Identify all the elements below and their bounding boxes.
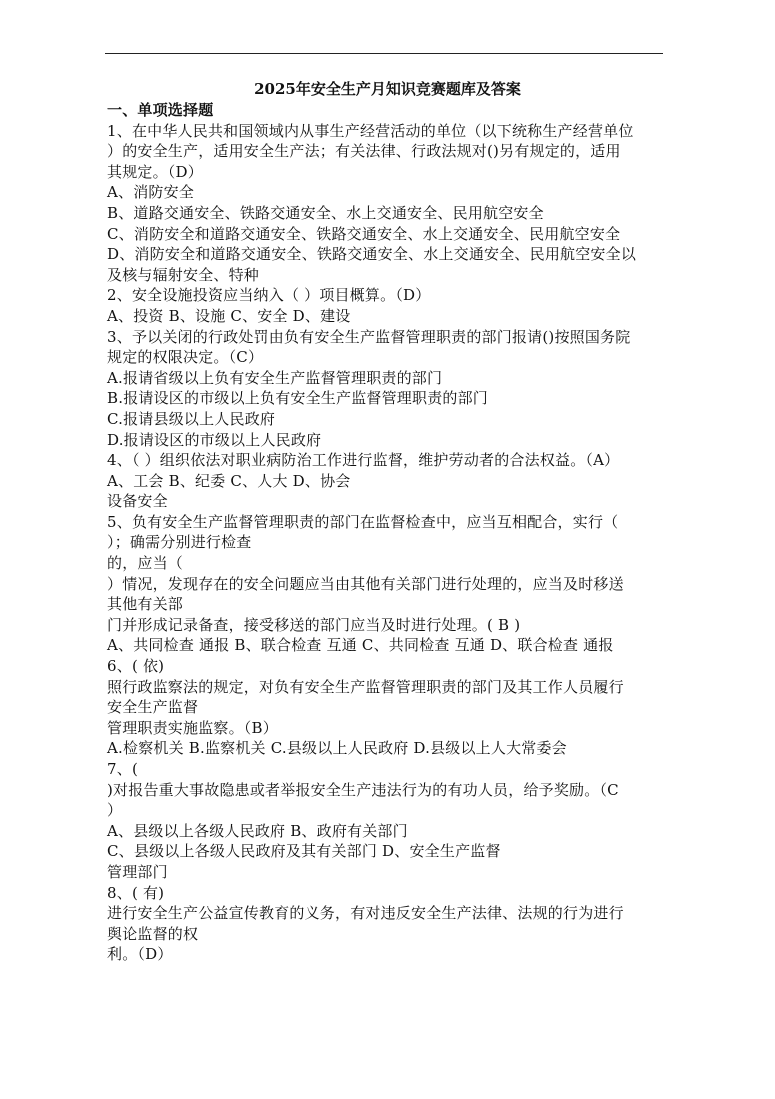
header-rule <box>105 53 663 54</box>
text-line: A.报请省级以上负有安全生产监督管理职责的部门 <box>107 368 443 387</box>
text-line: B.报请设区的市级以上负有安全生产监督管理职责的部门 <box>107 389 488 408</box>
text-line: 8、( 有) <box>107 883 165 902</box>
text-line: D.报请设区的市级以上人民政府 <box>107 430 322 449</box>
text-line: ） <box>107 801 123 820</box>
text-line: 7、( <box>107 760 138 778</box>
text-line: 门并形成记录备查，接受移送的部门应当及时进行处理。( B ) <box>107 615 521 634</box>
text-line: 3、予以关闭的行政处罚由负有安全生产监督管理职责的部门报请()按照国务院 <box>107 327 631 346</box>
text-line: 进行安全生产公益宣传教育的义务，有对违反安全生产法律、法规的行为进行 <box>107 904 624 923</box>
text-line: 安全生产监督 <box>107 698 199 717</box>
text-line: 设备安全 <box>107 492 168 511</box>
text-line: ）的安全生产，适用安全生产法；有关法律、行政法规对()另有规定的，适用 <box>107 142 621 161</box>
text-line: )对报告重大事故隐患或者举报安全生产违法行为的有功人员，给予奖励。（C <box>107 780 619 799</box>
text-line: 5、负有安全生产监督管理职责的部门在监督检查中，应当互相配合，实行（ <box>107 512 619 531</box>
text-line: C、县级以上各级人民政府及其有关部门 D、安全生产监督 <box>107 842 501 861</box>
text-line: A、共同检查 通报 B、联合检查 互通 C、共同检查 互通 D、联合检查 通报 <box>107 636 614 655</box>
text-line: 4、（ ）组织依法对职业病防治工作进行监督，维护劳动者的合法权益。（A） <box>107 451 620 470</box>
text-line: A、消防安全 <box>107 183 195 202</box>
text-line: ）；确需分别进行检查 <box>107 533 252 552</box>
section-heading: 一、单项选择题 <box>107 101 214 119</box>
document-body <box>107 100 667 965</box>
text-line: C、消防安全和道路交通安全、铁路交通安全、水上交通安全、民用航空安全 <box>107 224 621 243</box>
text-line: 其他有关部 <box>107 595 184 614</box>
text-line: A、投资 B、设施 C、安全 D、建设 <box>107 306 351 325</box>
text-line: 规定的权限决定。（C） <box>107 348 264 367</box>
text-line: 1、在中华人民共和国领域内从事生产经营活动的单位（以下统称生产经营单位 <box>107 121 634 140</box>
text-line: B、道路交通安全、铁路交通安全、水上交通安全、民用航空安全 <box>107 203 544 222</box>
text-line: 2、安全设施投资应当纳入（ ）项目概算。（D） <box>107 286 431 305</box>
text-line: 照行政监察法的规定，对负有安全生产监督管理职责的部门及其工作人员履行 <box>107 677 624 696</box>
text-line: 及核与辐射安全、特种 <box>107 265 260 284</box>
text-line: 的，应当（ <box>107 554 184 573</box>
text-line: 6、( 依) <box>107 657 165 676</box>
text-line: C.报请县级以上人民政府 <box>107 409 276 428</box>
text-line: D、消防安全和道路交通安全、铁路交通安全、水上交通安全、民用航空安全以 <box>107 245 637 264</box>
text-line: 利。（D） <box>107 945 173 964</box>
text-line: 管理职责实施监察。（B） <box>107 718 278 737</box>
text-line: A、工会 B、纪委 C、人大 D、协会 <box>107 471 351 490</box>
text-line: 舆论监督的权 <box>107 924 199 943</box>
text-line: ）情况，发现存在的安全问题应当由其他有关部门进行处理的，应当及时移送 <box>107 574 624 593</box>
document-title: 2025年安全生产月知识竞赛题库及答案 <box>254 80 521 98</box>
text-line: A.检察机关 B.监察机关 C.县级以上人民政府 D.县级以上人大常委会 <box>107 739 567 758</box>
text-line: A、县级以上各级人民政府 B、政府有关部门 <box>107 821 408 840</box>
text-line: 其规定。（D） <box>107 162 203 181</box>
text-line: 管理部门 <box>107 862 168 881</box>
